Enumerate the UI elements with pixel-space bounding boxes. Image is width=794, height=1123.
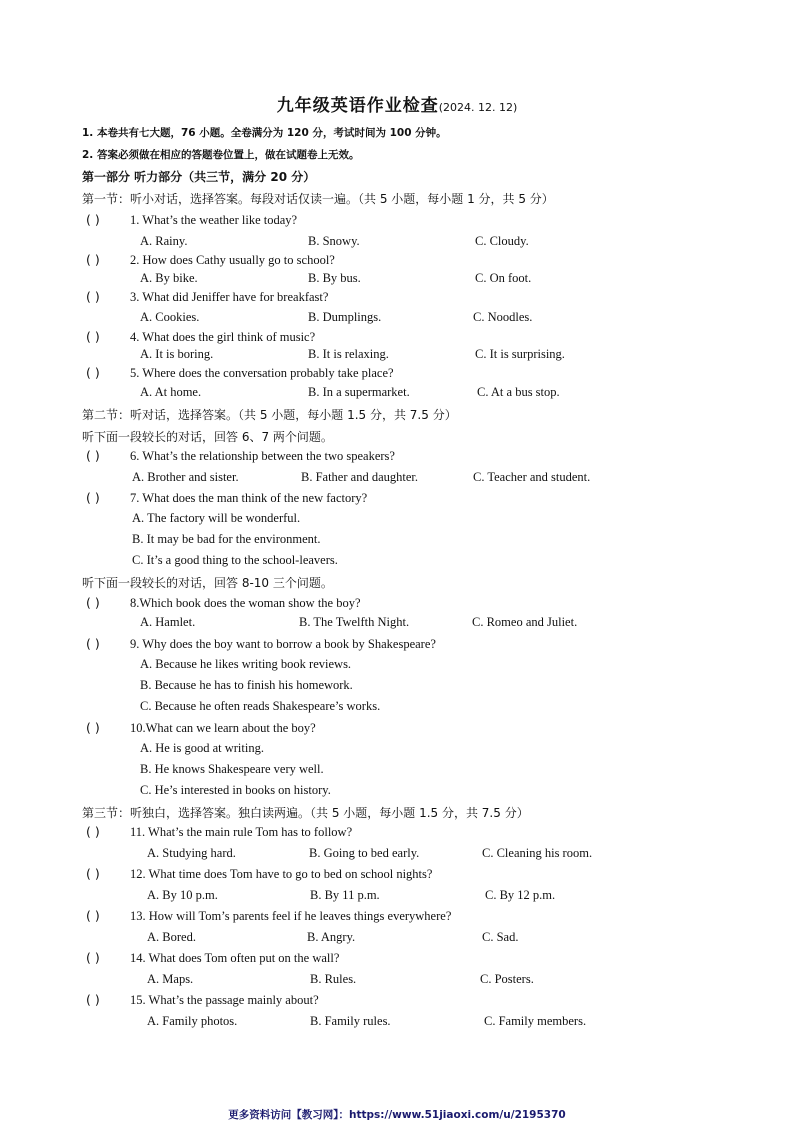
option-c: C. It’s a good thing to the school-leavers. <box>132 553 338 567</box>
question-4 <box>86 329 315 345</box>
question-text: 13. How will Tom’s parents feel if he leaves things everywhere? <box>130 909 452 923</box>
option-c: C. Romeo and Juliet. <box>472 615 578 629</box>
option-b: B. The Twelfth Night. <box>299 615 410 629</box>
question-text: 14. What does Tom often put on the wall? <box>130 951 340 965</box>
question-5 <box>86 365 394 381</box>
question-8 <box>86 595 361 611</box>
part1-title: 第一部分 听力部分（共三节，满分 20 分） <box>82 170 316 184</box>
intro-8-10: 听下面一段较长的对话，回答 8-10 三个问题。 <box>82 576 333 590</box>
answer-blank[interactable]: ( ) <box>86 490 100 505</box>
option-a: A. Hamlet. <box>140 615 196 629</box>
option-a: A. He is good at writing. <box>140 741 264 755</box>
option-c: C. Posters. <box>480 972 534 986</box>
question-10 <box>86 720 316 736</box>
note-1: 1. 本卷共有七大题，76 小题。全卷满分为 120 分，考试时间为 100 分钟。 <box>82 127 447 139</box>
option-a: A. Bored. <box>147 930 196 944</box>
question-14 <box>86 950 339 966</box>
option-c: C. Sad. <box>482 930 519 944</box>
option-b: B. Snowy. <box>308 234 360 248</box>
option-a: A. At home. <box>140 385 202 399</box>
option-b: B. Family rules. <box>310 1014 391 1028</box>
option-b: B. Rules. <box>310 972 357 986</box>
question-text: 2. How does Cathy usually go to school? <box>130 253 335 267</box>
option-c: C. By 12 p.m. <box>485 888 556 902</box>
question-text: 1. What’s the weather like today? <box>130 213 298 227</box>
question-text: 6. What’s the relationship between the two speakers? <box>130 449 395 463</box>
option-b: B. By bus. <box>308 271 361 285</box>
question-7 <box>86 490 367 506</box>
answer-blank[interactable]: ( ) <box>86 824 100 839</box>
option-a: A. Family photos. <box>147 1014 238 1028</box>
section1-title: 第一节：听小对话，选择答案。每段对话仅读一遍。（共 5 小题，每小题 1 分，共 5 分） <box>82 192 554 206</box>
footer-link[interactable]: 更多资料访问【教习网】：https://www.51jiaoxi.com/u/2195370 <box>228 1109 566 1121</box>
question-12 <box>86 866 432 882</box>
option-b: B. Going to bed early. <box>309 846 420 860</box>
question-text: 5. Where does the conversation probably take place? <box>130 366 394 380</box>
option-a: A. Cookies. <box>140 310 200 324</box>
exam-date: (2024. 12. 12) <box>438 101 518 114</box>
question-text: 12. What time does Tom have to go to bed on school nights? <box>130 867 433 881</box>
section2-title: 第二节：听对话，选择答案。（共 5 小题，每小题 1.5 分，共 7.5 分） <box>82 408 457 422</box>
option-c: C. Teacher and student. <box>473 470 591 484</box>
option-c: C. Because he often reads Shakespeare’s works. <box>140 699 381 713</box>
option-c: C. At a bus stop. <box>477 385 560 399</box>
question-15 <box>86 992 319 1008</box>
intro-6-7: 听下面一段较长的对话，回答 6、7 两个问题。 <box>82 430 333 444</box>
answer-blank[interactable]: ( ) <box>86 212 100 227</box>
answer-blank[interactable]: ( ) <box>86 252 100 267</box>
question-13 <box>86 908 451 924</box>
answer-blank[interactable]: ( ) <box>86 866 100 881</box>
option-b: B. In a supermarket. <box>308 385 410 399</box>
option-c: C. Noodles. <box>473 310 533 324</box>
answer-blank[interactable]: ( ) <box>86 950 100 965</box>
option-a: A. Rainy. <box>140 234 188 248</box>
question-6 <box>86 448 395 464</box>
option-a: A. It is boring. <box>140 347 214 361</box>
option-a: A. By bike. <box>140 271 198 285</box>
question-text: 10.What can we learn about the boy? <box>130 721 316 735</box>
option-c: C. He’s interested in books on history. <box>140 783 331 797</box>
option-c: C. Family members. <box>484 1014 587 1028</box>
option-b: B. It is relaxing. <box>308 347 389 361</box>
option-c: C. On foot. <box>475 271 532 285</box>
exam-title: 九年级英语作业检查 <box>276 96 439 116</box>
section3-title: 第三节：听独白，选择答案。独白读两遍。（共 5 小题，每小题 1.5 分，共 7.5 分） <box>82 806 529 820</box>
answer-blank[interactable]: ( ) <box>86 992 100 1007</box>
option-a: A. Brother and sister. <box>132 470 239 484</box>
page-title <box>0 91 794 116</box>
option-c: C. Cloudy. <box>475 234 529 248</box>
question-1 <box>86 212 297 228</box>
answer-blank[interactable]: ( ) <box>86 289 100 304</box>
option-b: B. He knows Shakespeare very well. <box>140 762 324 776</box>
question-text: 3. What did Jeniffer have for breakfast? <box>130 290 329 304</box>
answer-blank[interactable]: ( ) <box>86 448 100 463</box>
question-9 <box>86 636 436 652</box>
answer-blank[interactable]: ( ) <box>86 595 100 610</box>
option-a: A. The factory will be wonderful. <box>132 511 301 525</box>
option-c: C. Cleaning his room. <box>482 846 593 860</box>
question-11 <box>86 824 352 840</box>
option-b: B. Dumplings. <box>308 310 382 324</box>
option-a: A. By 10 p.m. <box>147 888 218 902</box>
option-a: A. Maps. <box>147 972 194 986</box>
option-b: B. Angry. <box>307 930 356 944</box>
answer-blank[interactable]: ( ) <box>86 636 100 651</box>
answer-blank[interactable]: ( ) <box>86 365 100 380</box>
option-c: C. It is surprising. <box>475 347 565 361</box>
question-text: 9. Why does the boy want to borrow a book by Shakespeare? <box>130 637 436 651</box>
option-b: B. Because he has to finish his homework. <box>140 678 353 692</box>
question-text: 7. What does the man think of the new factory? <box>130 491 368 505</box>
question-3 <box>86 289 328 305</box>
option-a: A. Studying hard. <box>147 846 236 860</box>
option-a: A. Because he likes writing book reviews. <box>140 657 352 671</box>
option-b: B. It may be bad for the environment. <box>132 532 321 546</box>
answer-blank[interactable]: ( ) <box>86 908 100 923</box>
option-b: B. By 11 p.m. <box>310 888 380 902</box>
question-2 <box>86 252 335 268</box>
question-text: 8.Which book does the woman show the boy? <box>130 596 361 610</box>
option-b: B. Father and daughter. <box>301 470 418 484</box>
question-text: 4. What does the girl think of music? <box>130 330 316 344</box>
question-text: 11. What’s the main rule Tom has to follow? <box>130 825 353 839</box>
answer-blank[interactable]: ( ) <box>86 329 100 344</box>
note-2: 2. 答案必须做在相应的答题卷位置上，做在试题卷上无效。 <box>82 149 360 161</box>
question-text: 15. What’s the passage mainly about? <box>130 993 319 1007</box>
answer-blank[interactable]: ( ) <box>86 720 100 735</box>
